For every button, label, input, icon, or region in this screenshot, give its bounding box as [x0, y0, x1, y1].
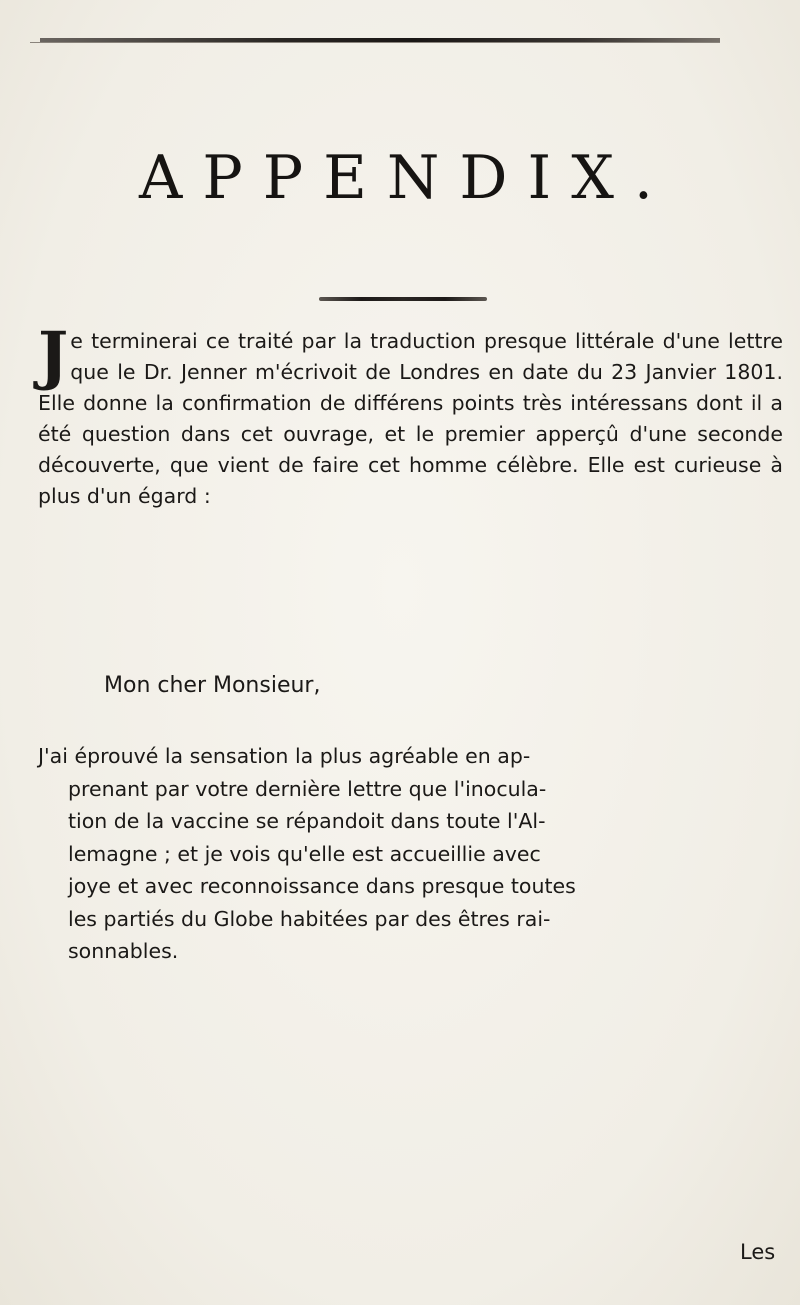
intro-text: e terminerai ce traité par la traduction presque littérale d'une lettre que le Dr. Jenner m'écrivoit de Londres en date du 23 Janvier 1801. Elle donne la confirmation de différens points très intéressans dont il a été question dans cet ouvrage, et le premier apperçû d'une seconde découverte, que vient de faire cet homme célèbre. Elle est curieuse à plus d'un égard : [38, 329, 783, 508]
letter-line: lemagne ; et je vois qu'elle est accueillie avec [68, 841, 541, 866]
drop-cap: J [38, 318, 69, 393]
title-divider [319, 297, 487, 301]
letter-line: prenant par votre dernière lettre que l'inocula- [68, 776, 547, 801]
letter-body [38, 740, 788, 968]
letter-line: sonnables. [68, 939, 179, 963]
letter-salutation: Mon cher Monsieur, [104, 673, 321, 698]
page-title: APPENDIX. [139, 143, 673, 213]
intro-paragraph [38, 318, 783, 512]
top-thin-rule [30, 42, 720, 43]
letter-line: joye et avec reconnoissance dans presque toutes [68, 874, 576, 898]
catchword: Les [740, 1240, 776, 1264]
letter-line: J'ai éprouvé la sensation la plus agréable en ap- [38, 744, 531, 768]
letter-line: les partiés du Globe habitées par des êtres rai- [68, 906, 551, 931]
letter-line: tion de la vaccine se répandoit dans toute l'Al- [68, 809, 546, 833]
